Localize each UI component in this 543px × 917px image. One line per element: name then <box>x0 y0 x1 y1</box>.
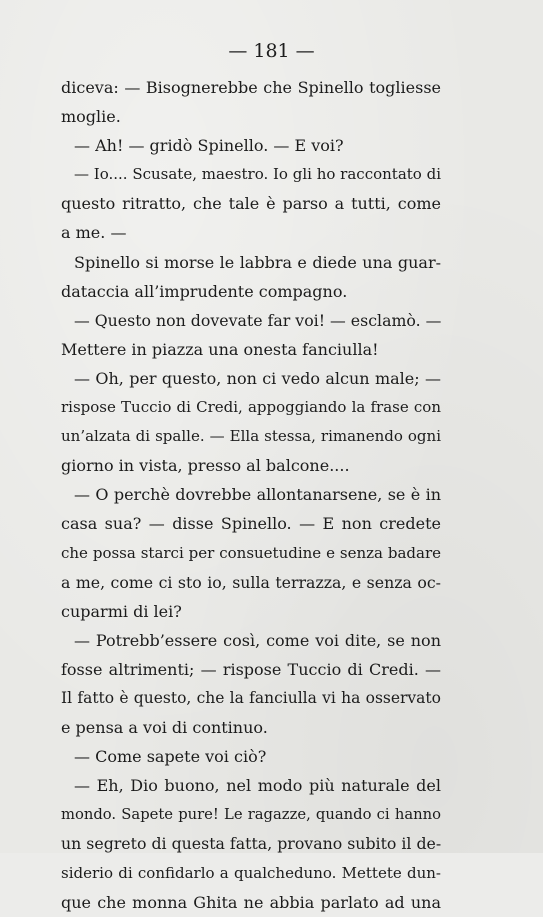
text-line: fosse altrimenti; — rispose Tuccio di Credi. — <box>61 659 441 679</box>
text-line: — O perchè dovrebbe allontanarsene, se è in <box>74 485 441 505</box>
text-line: rispose Tuccio di Credi, appoggiando la frase con <box>61 398 441 417</box>
text-line: que che monna Ghita ne abbia parlato ad una <box>61 892 441 912</box>
text-line: a me, come ci sto io, sulla terrazza, e senza oc- <box>61 572 441 592</box>
text-line: Mettere in piazza una onesta fanciulla! <box>61 339 379 359</box>
text-line: siderio di confidarlo a qualcheduno. Mettete dun- <box>61 863 441 882</box>
text-line: mondo. Sapete pure! Le ragazze, quando ci hanno <box>61 806 441 824</box>
body-text <box>61 73 441 917</box>
text-line: casa sua? — disse Spinello. — E non credete <box>61 514 441 534</box>
text-line: — Come sapete voi ciò? <box>74 747 267 767</box>
text-line: diceva: — Bisognerebbe che Spinello togliesse <box>61 78 441 97</box>
text-line: un segreto di questa fatta, provano subito il de- <box>61 834 442 854</box>
text-line: — Io.... Scusate, maestro. Io gli ho raccontato di <box>74 165 441 184</box>
text-line: — Potrebb’essere così, come voi dite, se non <box>74 630 441 650</box>
text-line: dataccia all’imprudente compagno. <box>61 281 348 301</box>
text-line: giorno in vista, presso al balcone.... <box>61 456 350 476</box>
text-line: — Oh, per questo, non ci vedo alcun male; — <box>74 368 441 388</box>
text-line: questo ritratto, che tale è parso a tutti, come <box>61 194 441 214</box>
text-line: un’alzata di spalle. — Ella stessa, rimanendo ogni <box>61 427 441 446</box>
text-line: che possa starci per consuetudine e senza badare <box>61 543 441 562</box>
text-line: Spinello si morse le labbra e diede una guar- <box>74 252 441 272</box>
text-line: — Questo non dovevate far voi! — esclamò. — <box>74 310 442 330</box>
text-line: moglie. <box>61 107 121 127</box>
text-line: — Ah! — gridò Spinello. — E voi? <box>74 136 344 156</box>
text-line: Il fatto è questo, che la fanciulla vi ha osservato <box>61 688 441 707</box>
text-line: e pensa a voi di continuo. <box>61 718 268 738</box>
text-line: a me. — <box>61 223 127 243</box>
page-number: — 181 — <box>228 40 315 62</box>
text-line: — Eh, Dio buono, nel modo più naturale del <box>74 776 441 796</box>
text-line: cuparmi di lei? <box>61 601 182 621</box>
